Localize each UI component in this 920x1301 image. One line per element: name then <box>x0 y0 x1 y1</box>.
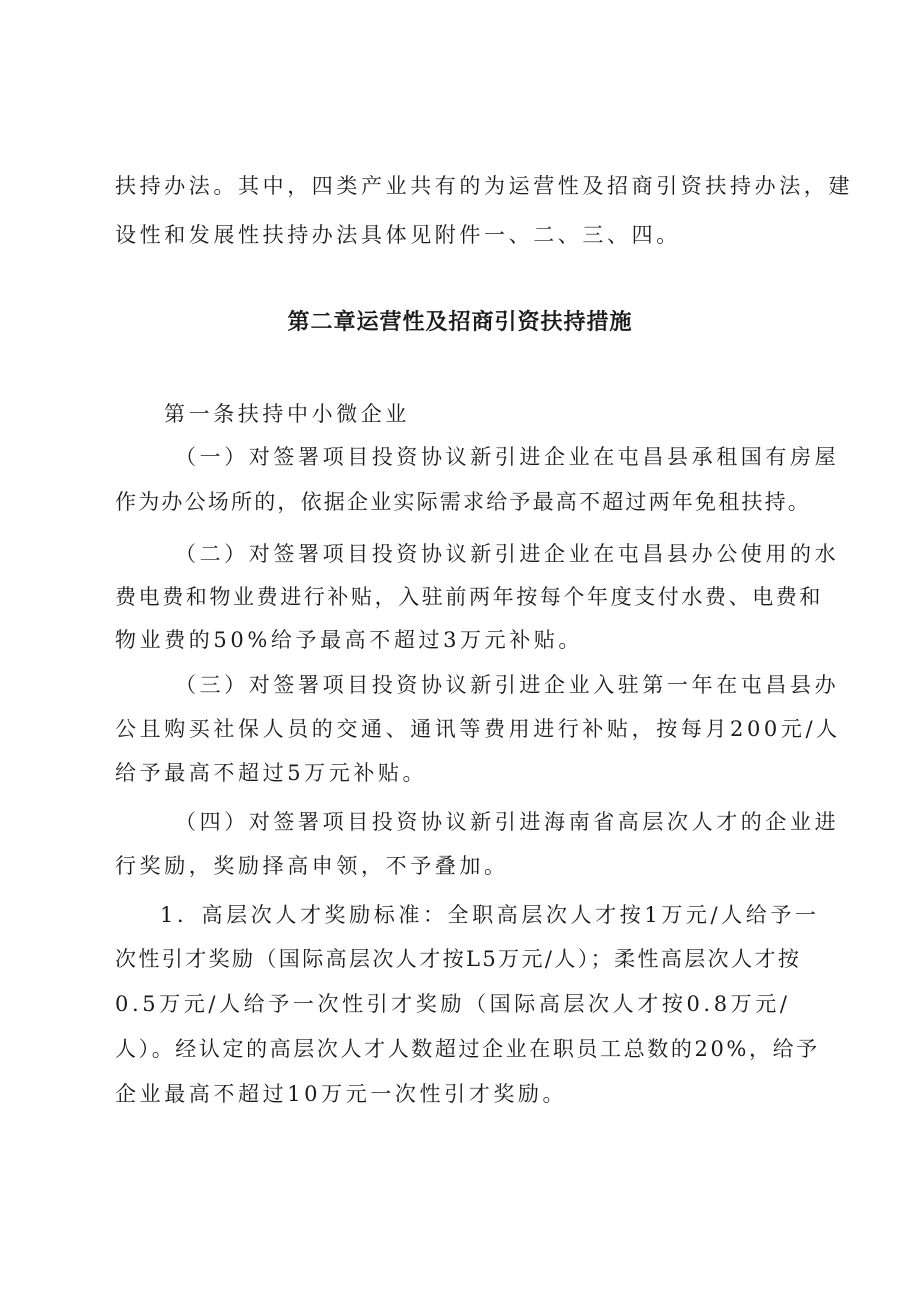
article-title: 第一条扶持中小微企业 <box>164 402 410 426</box>
item-4-line-1: （四）对签署项目投资协议新引进海南省高层次人才的企业进 <box>175 810 840 834</box>
item-2-line-3: 物业费的50%给予最高不超过3万元补贴。 <box>115 628 584 652</box>
item-1-line-1: （一）对签署项目投资协议新引进企业在屯昌县承租国有房屋 <box>175 445 840 469</box>
sub-1-line-2: 次性引才奖励（国际高层次人才按L5万元/人）；柔性高层次人才按 <box>115 947 802 971</box>
item-1-line-2: 作为办公场所的，依据企业实际需求给予最高不超过两年免租扶持。 <box>115 490 811 514</box>
sub-1-line-4: 人）。经认定的高层次人才人数超过企业在职员工总数的20%，给予 <box>115 1037 820 1061</box>
item-4-line-2: 行奖励，奖励择高申领，不予叠加。 <box>115 854 509 878</box>
item-3-line-1: （三）对签署项目投资协议新引进企业入驻第一年在屯昌县办 <box>175 673 840 697</box>
item-2-line-2: 费电费和物业费进行补贴，入驻前两年按每个年度支付水费、电费和 <box>115 585 823 609</box>
intro-line-1: 扶持办法。其中，四类产业共有的为运营性及招商引资扶持办法，建 <box>115 174 853 198</box>
intro-line-2: 设性和发展性扶持办法具体见附件一、二、三、四。 <box>115 223 681 247</box>
sub-1-line-5: 企业最高不超过10万元一次性引才奖励。 <box>115 1082 568 1106</box>
item-3-line-2: 公且购买社保人员的交通、通讯等费用进行补贴，按每月200元/人 <box>115 717 841 741</box>
item-3-line-3: 给予最高不超过5万元补贴。 <box>115 761 428 785</box>
chapter-title: 第二章运营性及招商引资扶持措施 <box>287 310 633 335</box>
item-2-line-1: （二）对签署项目投资协议新引进企业在屯昌县办公使用的水 <box>175 542 840 566</box>
sub-1-line-3: 0.5万元/人给予一次性引才奖励（国际高层次人才按0.8万元/ <box>115 992 791 1016</box>
sub-1-line-1: 1．高层次人才奖励标准：全职高层次人才按1万元/人给予一 <box>160 903 820 927</box>
